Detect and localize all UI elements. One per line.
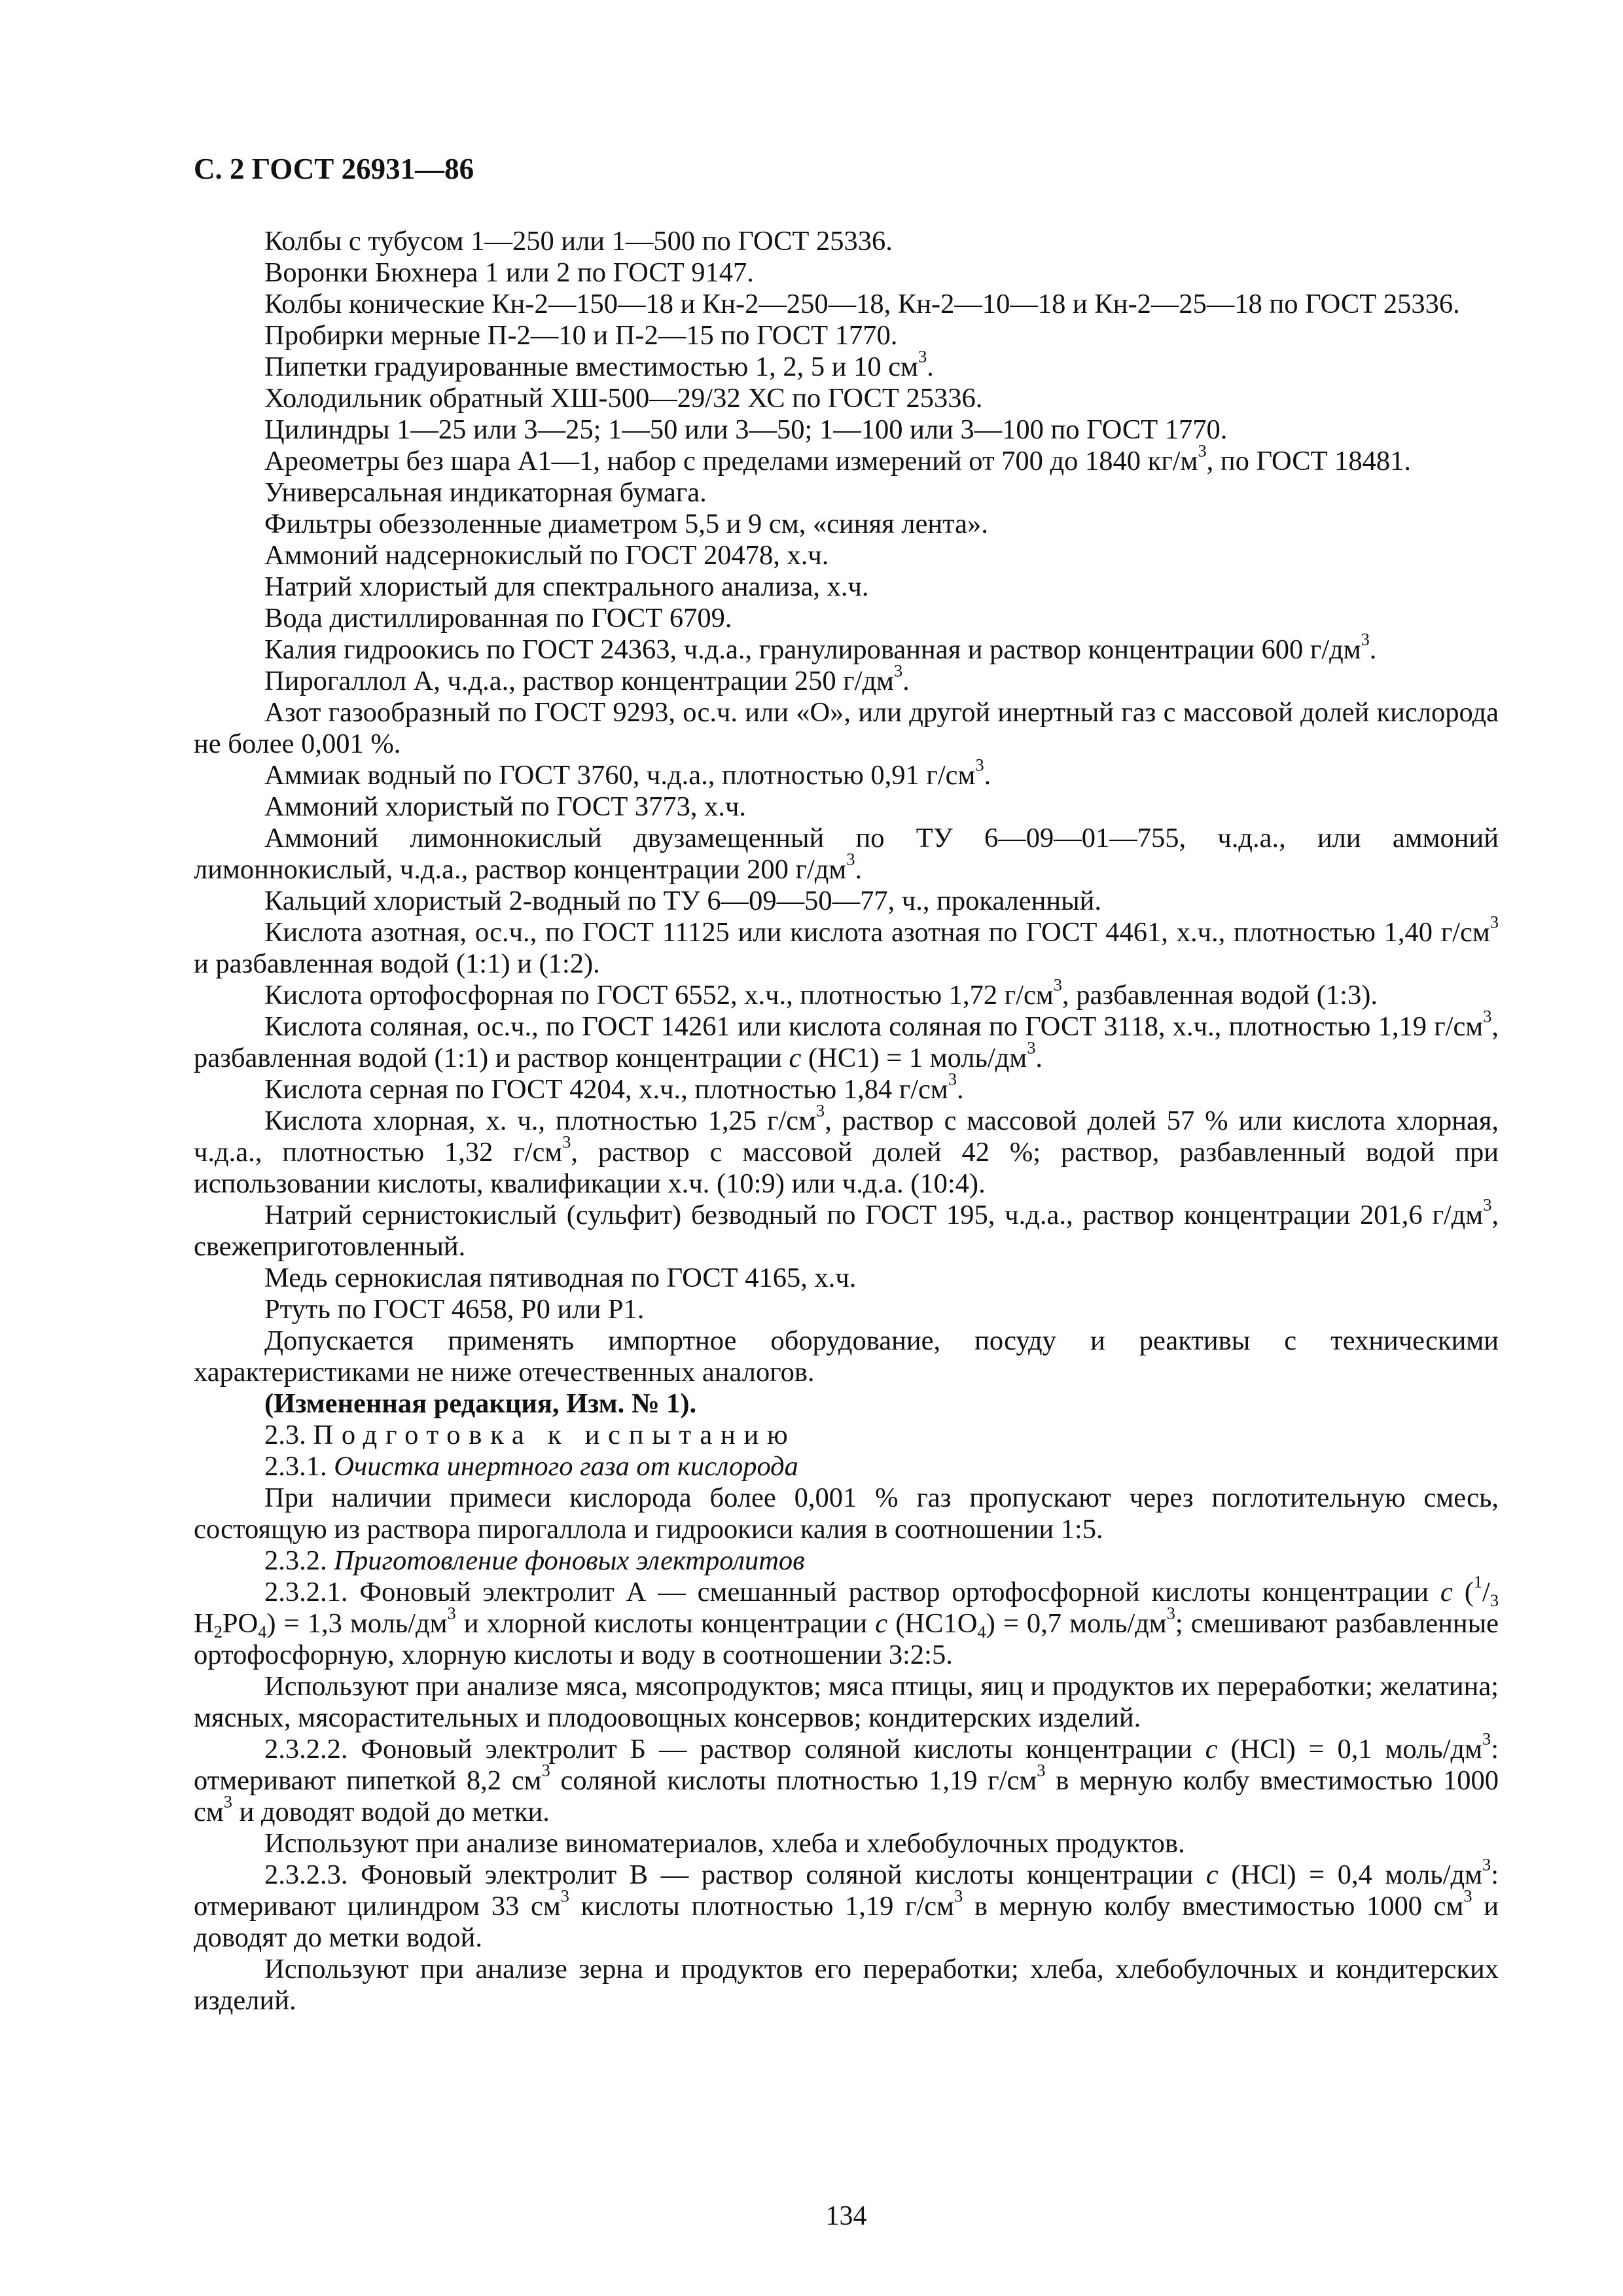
paragraph: Кислота серная по ГОСТ 4204, х.ч., плотностью 1,84 $г/см^3$. — [264, 1069, 964, 1105]
paragraph: Вода дистиллированная по ГОСТ 6709. — [264, 603, 732, 634]
paragraph: Кислота ортофосфорная по ГОСТ 6552, х.ч., плотностью 1,72 $г/см^3$, разбавленная водой (1:3). — [264, 975, 1378, 1011]
document-body — [194, 226, 1499, 2017]
paragraph: Натрий хлористый для спектрального анализа, х.ч. — [264, 571, 869, 602]
paragraph: Азот газообразный по ГОСТ 9293, ос.ч. или «О», или другой инертный газ с массовой долей кислорода не более 0,001 %. — [194, 697, 1499, 759]
paragraph: Аммоний лимоннокислый двузамещенный по ТУ 6—09—01—755, ч.д.а., или аммоний лимоннокислый, ч.д.а., раствор концентрации 200 $г/дм^3$. — [194, 823, 1499, 885]
paragraph: Калия гидроокись по ГОСТ 24363, ч.д.а., гранулированная и раствор концентрации 600 $г/дм^3$. — [264, 630, 1377, 665]
paragraph: Фильтры обеззоленные диаметром 5,5 и 9 см, «синяя лента». — [264, 509, 988, 539]
section-heading: 2.3. Подготовка к испытанию — [264, 1420, 796, 1450]
paragraph: Допускается применять импортное оборудование, посуду и реактивы с техническими характеристиками не ниже отечественных аналогов. — [194, 1325, 1499, 1388]
paragraph: Ареометры без шара А1—1, набор с пределами измерений от 700 до 1840 $кг/м^3$, по ГОСТ 18481. — [264, 441, 1412, 476]
page-number: 134 — [825, 2201, 867, 2231]
amendment-note: (Измененная редакция, Изм. № 1). — [264, 1388, 697, 1419]
paragraph: Аммоний надсернокислый по ГОСТ 20478, х.ч. — [264, 540, 829, 571]
paragraph: Ртуть по ГОСТ 4658, Р0 или Р1. — [264, 1294, 645, 1325]
paragraph: Пробирки мерные П-2—10 и П-2—15 по ГОСТ 1770. — [264, 320, 898, 351]
subsection-heading: 2.3.1. Очистка инертного газа от кислорода — [264, 1451, 798, 1482]
paragraph: Пирогаллол А, ч.д.а., раствор концентрации 250 $г/дм^3$. — [264, 661, 910, 696]
paragraph: Кислота азотная, ос.ч., по ГОСТ 11125 или кислота азотная по ГОСТ 4461, х.ч., плотностью 1,40 $г/см^3$ и разбавленная водой (1:1) и (1:2). — [194, 912, 1499, 979]
paragraph: Кислота соляная, ос.ч., по ГОСТ 14261 или кислота соляная по ГОСТ 3118, х.ч., плотностью 1,19 $г/см^3$, разбавленная водой (1:1) и раствор концентрации c (НС1) = 1 моль/$дм^3$. — [194, 1007, 1499, 1073]
paragraph: 2.3.2.3. Фоновый электролит В — раствор соляной кислоты концентрации c (HCl) = 0,4 моль/$дм^3$: отмеривают цилиндром 33 $см^3$ кислоты плотностью 1,19 $г/см^3$ в мерную колбу вместимостью 1000 $см^3$ и доводят до метки водой. — [194, 1855, 1499, 1953]
subsection-heading: 2.3.2. Приготовление фоновых электролитов — [264, 1545, 805, 1576]
paragraph: Используют при анализе виноматериалов, хлеба и хлебобулочных продуктов. — [264, 1828, 1185, 1859]
paragraph: Медь сернокислая пятиводная по ГОСТ 4165, х.ч. — [264, 1263, 857, 1293]
paragraph: Кальций хлористый 2-водный по ТУ 6—09—50—77, ч., прокаленный. — [264, 886, 1102, 916]
paragraph: Колбы с тубусом 1—250 или 1—500 по ГОСТ 25336. — [264, 226, 893, 257]
paragraph: Используют при анализе мяса, мясопродуктов; мяса птицы, яиц и продуктов их переработки; желатина; мясных, мясорастительных и плодоовощных консервов; кондитерских изделий. — [194, 1671, 1499, 1733]
paragraph: Аммоний хлористый по ГОСТ 3773, х.ч. — [264, 791, 747, 822]
paragraph: 2.3.2.2. Фоновый электролит Б — раствор соляной кислоты концентрации c (HCl) = 0,1 моль/$дм^3$: отмеривают пипеткой 8,2 $см^3$ соляной кислоты плотностью 1,19 $г/см^3$ в мерную колбу вместимостью 1000 $см^3$ и доводят водой до метки. — [194, 1729, 1499, 1827]
paragraph: Универсальная индикаторная бумага. — [264, 477, 707, 508]
paragraph: Аммиак водный по ГОСТ 3760, ч.д.а., плотностью 0,91 $г/см^3$. — [264, 755, 991, 791]
paragraph: Пипетки градуированные вместимостью 1, 2, 5 и 10 $см^3$. — [264, 347, 934, 382]
paragraph: Цилиндры 1—25 или 3—25; 1—50 или 3—50; 1—100 или 3—100 по ГОСТ 1770. — [264, 414, 1228, 445]
paragraph: Кислота хлорная, х. ч., плотностью 1,25 $г/см^3$, раствор с массовой долей 57 % или кислота хлорная, ч.д.а., плотностью 1,32 $г/см^3$, раствор с массовой долей 42 %; раствор, разбавленный водой при использовании кислоты, квалификации х.ч. (10:9) или ч.д.а. (10:4). — [194, 1101, 1499, 1199]
paragraph: Холодильник обратный ХШ-500—29/32 ХС по ГОСТ 25336. — [264, 383, 983, 414]
paragraph: Используют при анализе зерна и продуктов его переработки; хлеба, хлебобулочных и кондитерских изделий. — [194, 1954, 1499, 2016]
paragraph: Колбы конические Кн-2—150—18 и Кн-2—250—18, Кн-2—10—18 и Кн-2—25—18 по ГОСТ 25336. — [264, 289, 1460, 319]
paragraph: Воронки Бюхнера 1 или 2 по ГОСТ 9147. — [264, 257, 754, 288]
paragraph: При наличии примеси кислорода более 0,001 % газ пропускают через поглотительную смесь, состоящую из раствора пирогаллола и гидроокиси калия в соотношении 1:5. — [194, 1482, 1499, 1545]
page-header: С. 2 ГОСТ 26931—86 — [194, 152, 474, 185]
paragraph: Натрий сернистокислый (сульфит) безводный по ГОСТ 195, ч.д.а., раствор концентрации 201,6 $г/дм^3$, свежеприготовленный. — [194, 1195, 1499, 1262]
paragraph: 2.3.2.1. Фоновый электролит А — смешанный раствор ортофосфорной кислоты концентрации c ($^1/_3$ $H_2PO_4) = 1,3$ моль/$дм^3$ и хлорной кислоты концентрации c $(НС1O_4) = 0,7$ моль/$дм^3$; смешивают разбавленные ортофосфорную, хлорную кислоты и воду в соотношении 3:2:5. — [194, 1572, 1499, 1670]
